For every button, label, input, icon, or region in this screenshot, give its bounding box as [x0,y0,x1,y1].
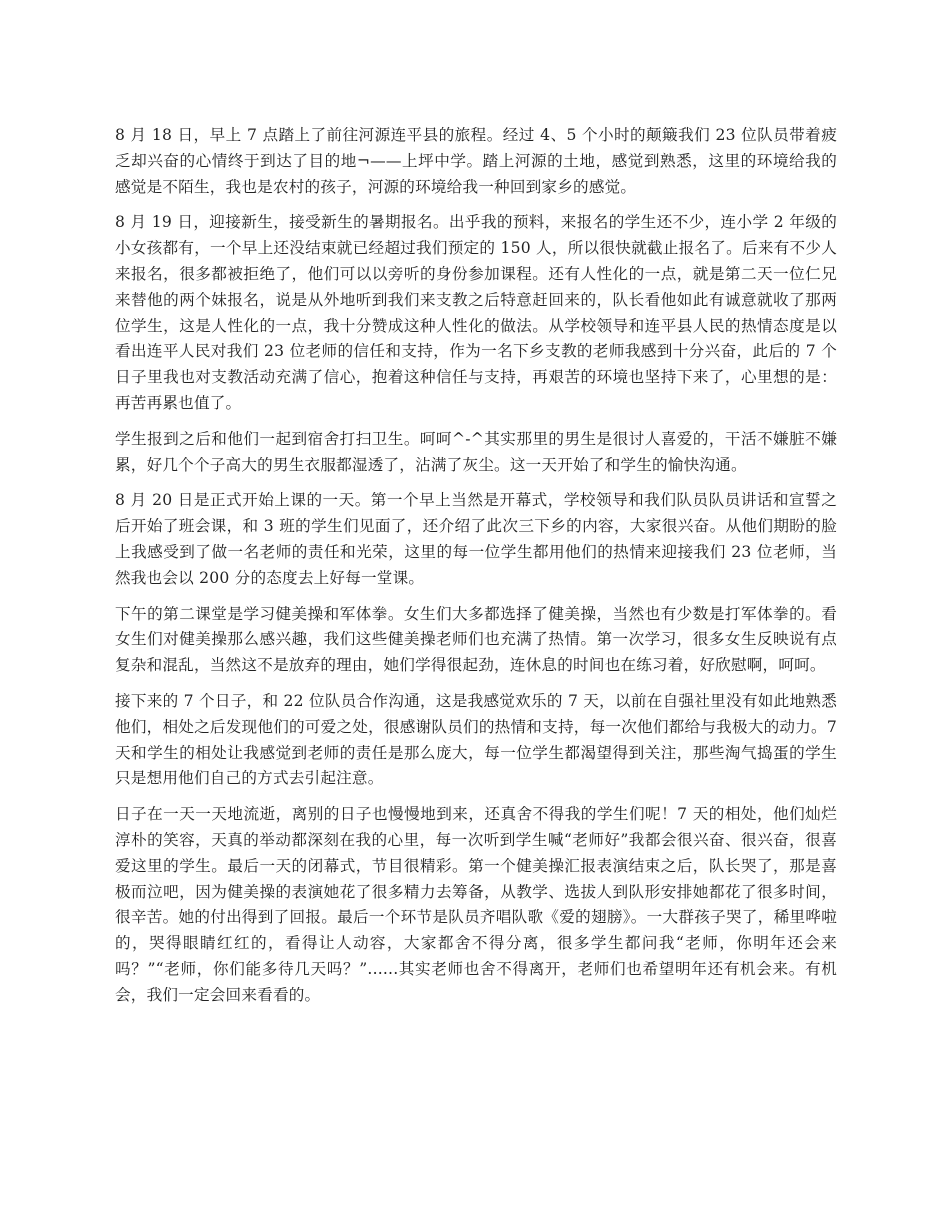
paragraph-aug-19: 8 月 19 日，迎接新生，接受新生的暑期报名。出乎我的预料，来报名的学生还不少，连小学 2 年级的小女孩都有，一个早上还没结束就已经超过我们预定的 150 人，所以很快就截止报名了。后来有不少人来报名，很多都被拒绝了，他们可以以旁听的身份参加课程。还有人性化的一点，就是第二天一位仁兄来替他的两个妹报名，说是从外地听到我们来支教之后特意赶回来的，队长看他如此有诚意就收了那两位学生，这是人性化的一点，我十分赞成这种人性化的做法。从学校领导和连平县人民的热情态度是以看出连平人民对我们 23 位老师的信任和支持，作为一名下乡支教的老师我感到十分兴奋，此后的 7 个日子里我也对支教活动充满了信心，抱着这种信任与支持，再艰苦的环境也坚持下来了，心里想的是：再苦再累也值了。 [115,213,837,412]
document-body [115,123,837,1019]
paragraph-aug-18: 8 月 18 日，早上 7 点踏上了前往河源连平县的旅程。经过 4、5 个小时的颠簸我们 23 位队员带着疲乏却兴奋的心情终于到达了目的地¬——上坪中学。踏上河源的土地，感觉到熟悉，这里的环境给我的感觉是不陌生，我也是农村的孩子，河源的环境给我一种回到家乡的感觉。 [115,126,837,196]
paragraph-aug-20: 8 月 20 日是正式开始上课的一天。第一个早上当然是开幕式，学校领导和我们队员队员讲话和宣誓之后开始了班会课，和 3 班的学生们见面了，还介绍了此次三下乡的内容，大家很兴奋。从他们期盼的脸上我感受到了做一名老师的责任和光荣，这里的每一位学生都用他们的热情来迎接我们 23 位老师，当然我也会以 200 分的态度去上好每一堂课。 [115,491,837,587]
paragraph-seven-days: 接下来的 7 个日子，和 22 位队员合作沟通，这是我感觉欢乐的 7 天，以前在自强社里没有如此地熟悉他们，相处之后发现他们的可爱之处，很感谢队员们的热情和支持，每一次他们都给与我极大的动力。7 天和学生的相处让我感觉到老师的责任是那么庞大，每一位学生都渴望得到关注，那些淘气捣蛋的学生只是想用他们自己的方式去引起注意。 [115,691,837,788]
paragraph-dorm-cleaning: 学生报到之后和他们一起到宿舍打扫卫生。呵呵^-^其实那里的男生是很讨人喜爱的，干活不嫌脏不嫌累，好几个个子高大的男生衣服都湿透了，沾满了灰尘。这一天开始了和学生的愉快沟通。 [115,429,837,474]
paragraph-afternoon-class: 下午的第二课堂是学习健美操和军体拳。女生们大多都选择了健美操，当然也有少数是打军体拳的。看女生们对健美操那么感兴趣，我们这些健美操老师们也充满了热情。第一次学习，很多女生反映说有点复杂和混乱，当然这不是放弃的理由，她们学得很起劲，连休息的时间也在练习着，好欣慰啊，呵呵。 [115,604,837,675]
paragraph-farewell: 日子在一天一天地流逝，离别的日子也慢慢地到来，还真舍不得我的学生们呢！7 天的相处，他们灿烂淳朴的笑容，天真的举动都深刻在我的心里，每一次听到学生喊“老师好”我都会很兴奋、很兴奋，很喜爱这里的学生。最后一天的闭幕式，节目很精彩。第一个健美操汇报表演结束之后，队长哭了，那是喜极而泣吧，因为健美操的表演她花了很多精力去筹备，从教学、选拔人到队形安排她都花了很多时间，很辛苦。她的付出得到了回报。最后一个环节是队员齐唱队歌《爱的翅膀》。一大群孩子哭了，稀里哗啦的，哭得眼睛红红的，看得让人动容，大家都舍不得分离，很多学生都问我“老师，你明年还会来吗？”“老师，你们能多待几天吗？”......其实老师也舍不得离开，老师们也希望明年还有机会来。有机会，我们一定会回来看看的。 [115,805,837,1004]
